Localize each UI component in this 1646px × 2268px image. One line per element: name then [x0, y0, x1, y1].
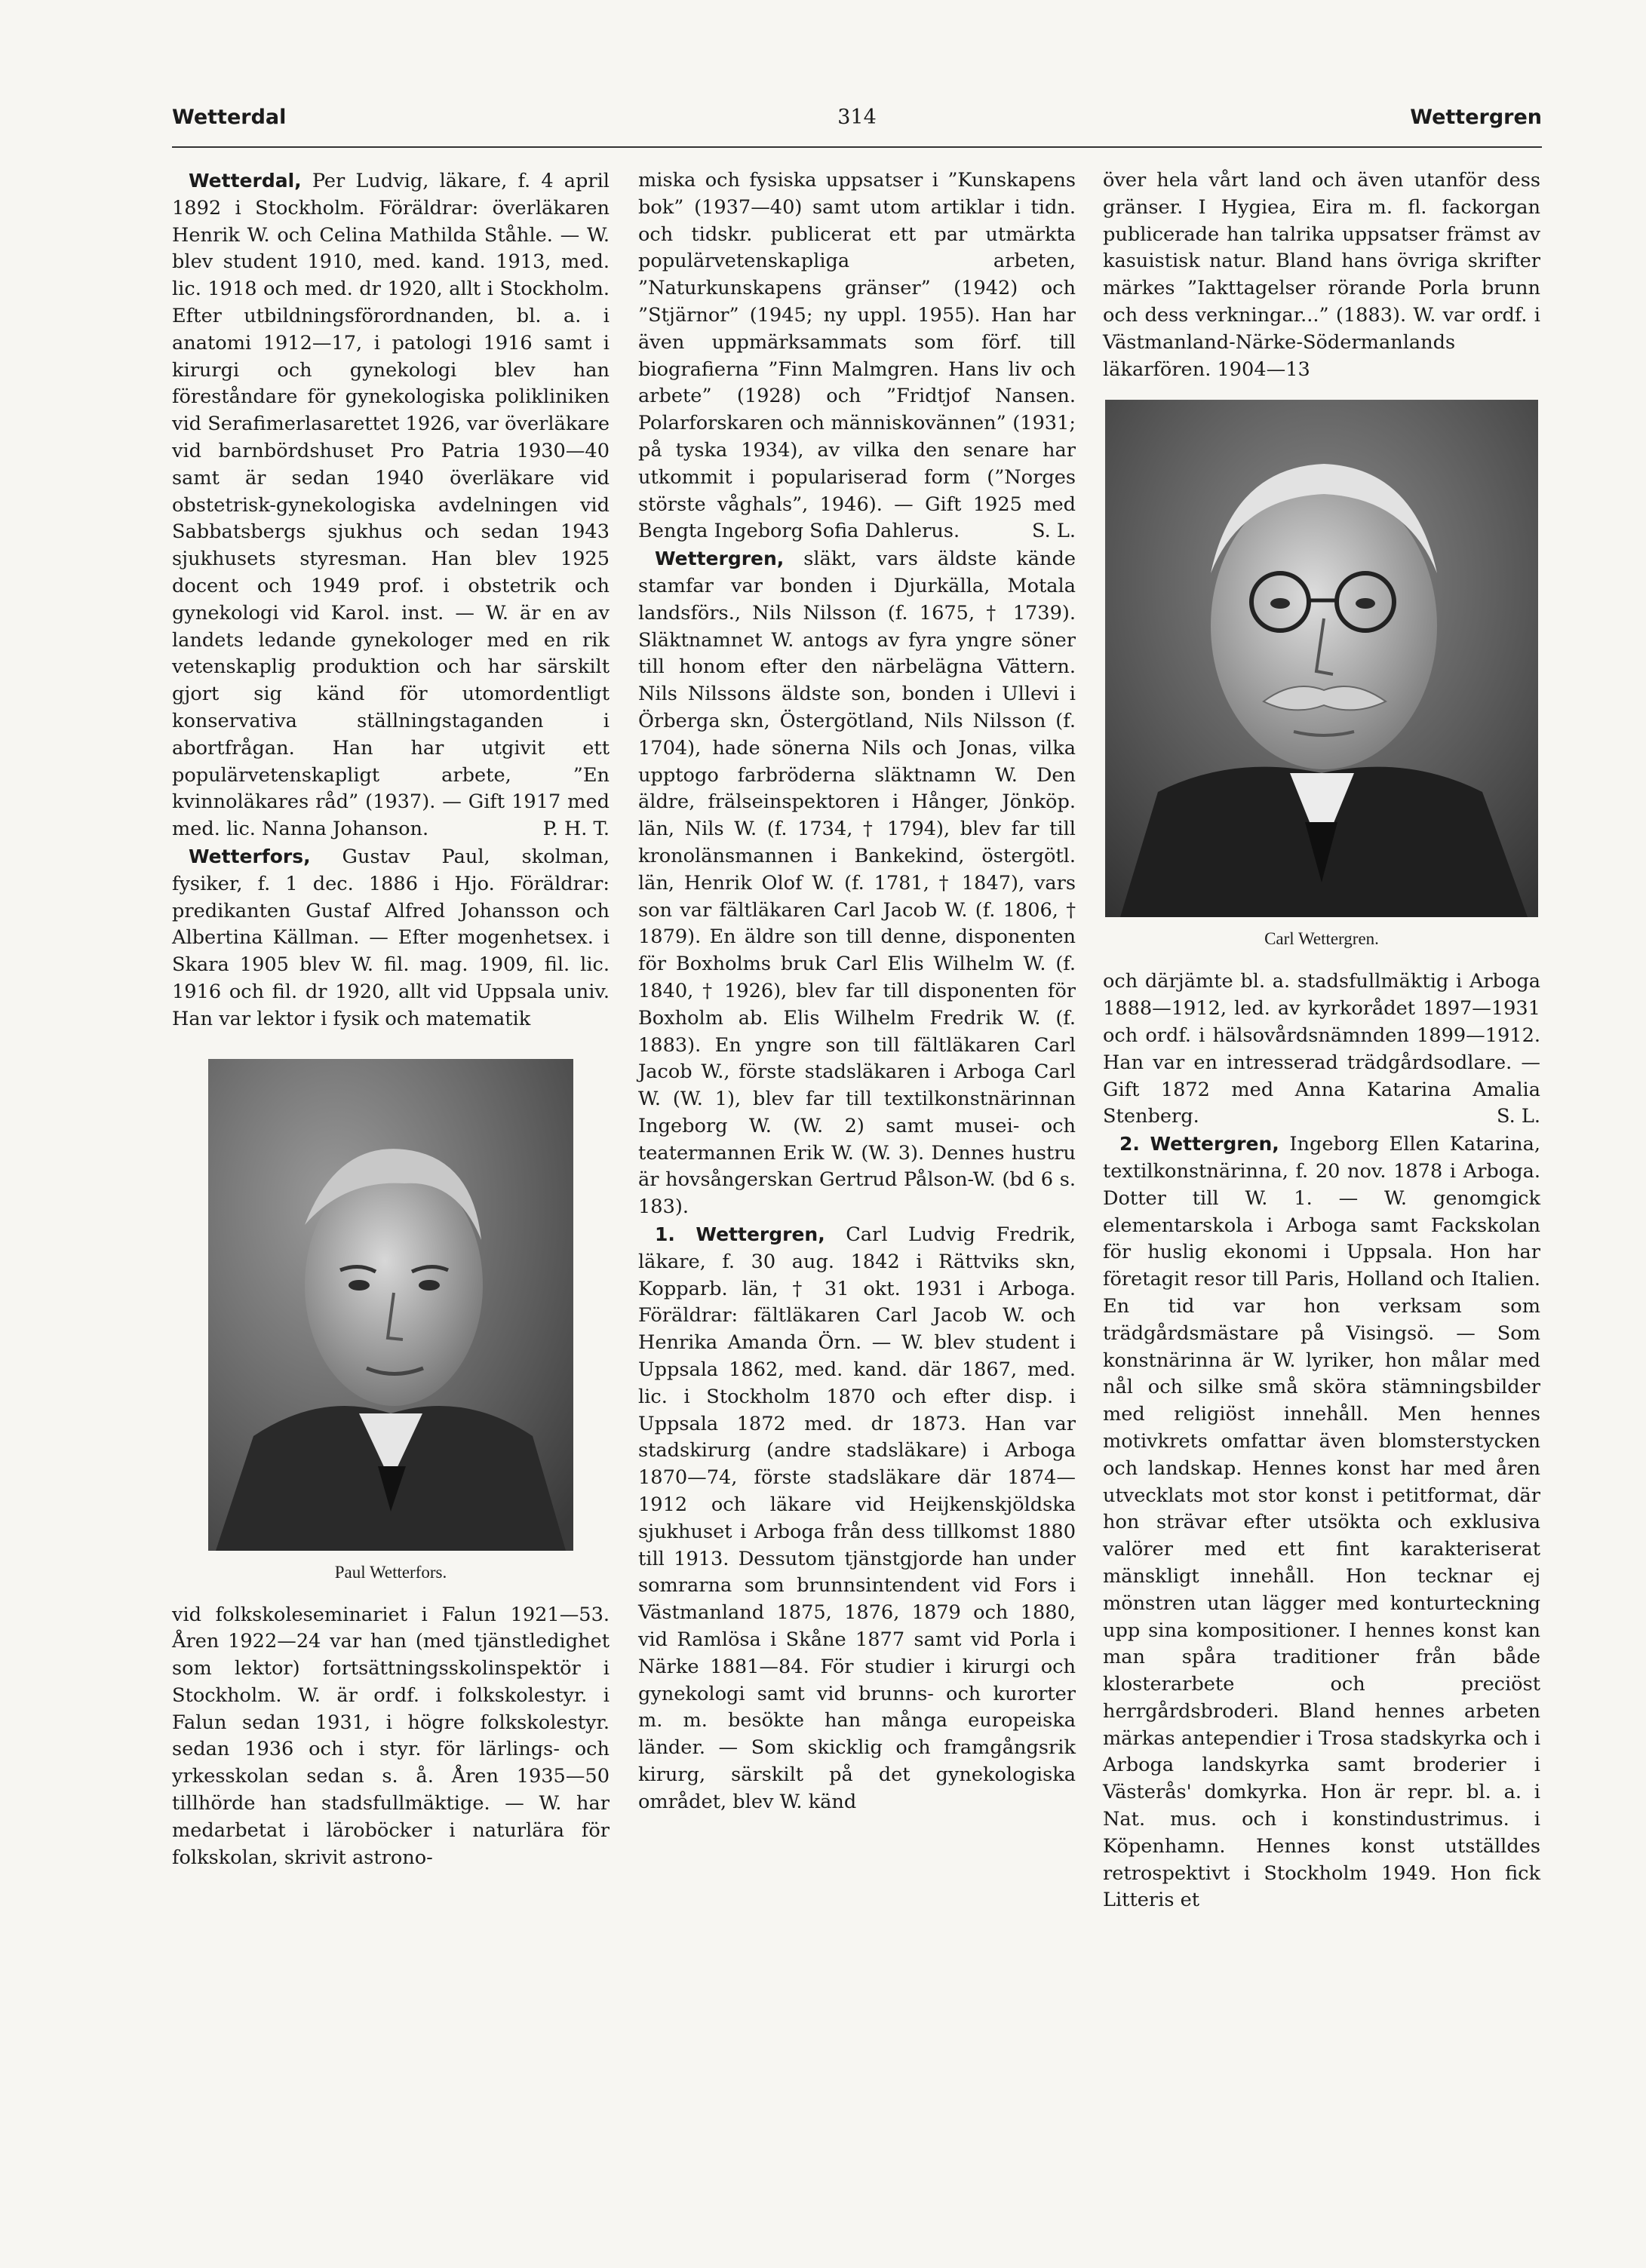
- column-3: [1103, 167, 1540, 1914]
- entry-wettergren-carl-continued: över hela vårt land och även utanför dess gränser. I Hygiea, Eira m. fl. fackorgan publicerade han talrika uppsatser främst av kasuistisk natur. Bland hans övriga skrifter märkes ”Iakttagelser rörande Porla brunn och dess verkningar...” (1883). W. var ordf. i Västmanland-Närke-Södermanlands läkarfören. 1904—13: [1103, 169, 1540, 381]
- entry-wetterfors: [172, 843, 610, 1033]
- running-head-left: Wetterdal: [172, 106, 287, 129]
- entry-wetterfors-continued: vid folkskoleseminariet i Falun 1921—53. Åren 1922—24 var han (med tjänstledighet som lektor) fortsättningsskolinspektör i Stockholm. W. är ordf. i folkskolestyr. i Falun sedan 1931, i högre folkskolestyr. sedan 1936 och i styr. för lärlings- och yrkesskolan sedan s. å. Åren 1935—50 tillhörde han stadsfullmäktige. — W. har medarbetat i läroböcker i naturlära för folkskolan, skrivit astrono-: [172, 1603, 610, 1869]
- photo-caption: Paul Wetterfors.: [334, 1562, 447, 1582]
- header-rule: [172, 146, 1542, 148]
- signature: P. H. T.: [542, 818, 610, 841]
- entry-wettergren-ingeborg-text: Ingeborg Ellen Katarina, textilkonstnärinna, f. 20 nov. 1878 i Arboga. Dotter till W. 1. — W. genomgick elementarskola i Arboga samt Fackskolan för huslig ekonomi i Uppsala. Hon har företagit resor till Paris, Holland och Italien. En tid var hon verksam som trädgårdsmästare på Visingsö. — Som konstnärinna är W. lyriker, hon målar med nål och silke små sköra stämningsbilder med religiöst innehåll. Men hennes motivkrets omfattar även blomsterstycken och landskap. Hennes konst har med åren utvecklats mot stor konst i petitformat, där hon strävar efter utsökta och exklusiva valörer med ett fint karakteriserat mänskligt innehåll. Hon tecknar ej mönstren utan lägger med konturteckning upp sina kompositioner. I hennes konst kan man spåra traditioner från både klosterarbete och preciöst herrgårdsbroderi. Bland hennes arbeten märkas antependier i Trosa stadskyrka och i Arboga landskyrka samt broderier i Västerås' domkyrka. Hon är repr. bl. a. i Nat. mus. och i konstindustrimus. i Köpenhamn. Hennes konst utställdes retrospektivt i Stockholm 1949. Hon fick Litteris et: [1103, 1133, 1540, 1912]
- entry-wettergren-carl: [638, 1221, 1076, 1816]
- page-header: [172, 106, 1542, 143]
- column-2: [638, 167, 1076, 1816]
- entry-wetterfors-end: [638, 167, 1076, 545]
- signature: S. L.: [1496, 1105, 1540, 1128]
- entry-wetterfors-text: Gustav Paul, skolman, fysiker, f. 1 dec. 1886 i Hjo. Föräldrar: predikanten Gustaf Alfred Johansson och Albertina Källman. — Efter mogenhetsex. i Skara 1905 blev W. fil. mag. 1909, fil. lic. 1916 och fil. dr 1920, allt vid Uppsala univ. Han var lektor i fysik och matematik: [172, 845, 610, 1030]
- headword-wettergren-carl: Wettergren,: [696, 1223, 825, 1246]
- entry-wetterdal-text: Per Ludvig, läkare, f. 4 april 1892 i Stockholm. Föräldrar: överläkaren Henrik W. och Celina Mathilda Ståhle. — W. blev student 1910, med. kand. 1913, med. lic. 1918 och med. dr 1920, allt i Stockholm. Efter utbildningsförordnanden, bl. a. i anatomi 1912—17, i patologi 1916 samt i kirurgi och gynekologi blev han föreståndare för gynekologiska polikliniken vid Serafimerlasarettet 1926, var överläkare vid barnbördshuset Pro Patria 1930—40 samt är sedan 1940 överläkare vid obstetrisk-gynekologiska avdelningen vid Sabbatsbergs sjukhus och sedan 1943 sjukhusets styresman. Han blev 1925 docent och 1949 prof. i obstetrik och gynekologi vid Karol. inst. — W. är en av landets ledande gynekologer med en rik vetenskaplig produktion och har särskilt gjort sig känd för utomordentligt konservativa ställningstaganden i abortfrågan. Han har utgivit ett populärvetenskapligt arbete, ”En kvinnoläkares råd” (1937). — Gift 1917 med med. lic. Nanna Johanson.: [172, 170, 610, 841]
- entry-number: 2.: [1119, 1133, 1140, 1155]
- entry-wettergren-carl-text: Carl Ludvig Fredrik, läkare, f. 30 aug. 1842 i Rättviks skn, Kopparb. län, † 31 okt. 1931 i Arboga. Föräldrar: fältläkaren Carl Jacob W. och Henrika Amanda Örn. — W. blev student i Uppsala 1862, med. kand. där 1867, med. lic. i Stockholm 1870 och efter disp. i Uppsala 1872 med. dr 1873. Han var stadskirurg (andre stadsläkare) i Arboga 1870—74, förste stadsläkare där 1874—1912 och läkare vid Heijkenskjöldska sjukhuset i Arboga från dess tillkomst 1880 till 1913. Dessutom tjänstgjorde han under somrarna som brunnsintendent vid Fors i Västmanland 1875, 1876, 1879 och 1880, vid Ramlösa i Skåne 1877 samt vid Porla i Närke 1881—84. För studier i kirurgi och gynekologi samt vid brunns- och kurorter m. m. besökte han många europeiska länder. — Som skicklig och framgångsrik kirurg, särskilt på det gynekologiska området, blev W. känd: [638, 1223, 1076, 1813]
- running-head-right: Wettergren: [1410, 106, 1542, 129]
- signature: S. L.: [1031, 520, 1076, 543]
- headword-wetterfors: Wetterfors,: [189, 845, 311, 867]
- entry-wetterfors-end-text: miska och fysiska uppsatser i ”Kunskapens bok” (1937—40) samt utom artiklar i tidn. och tidskr. publicerat ett par utmärkta populärvetenskapliga arbeten, ”Naturkunskapens gränser” (1942) och ”Stjärnor” (1945; ny uppl. 1955). Han har även uppmärksammats som förf. till biografierna ”Finn Malmgren. Hans liv och arbete” (1928) och ”Fridtjof Nansen. Polarforskaren och människovännen” (1931; på tyska 1934), av vilka den senare har utkommit i populariserad form (”Norges störste våghals”, 1946). — Gift 1925 med Bengta Ingeborg Sofia Dahlerus.: [638, 169, 1076, 543]
- entry-wettergren-carl-end: [1103, 968, 1540, 1131]
- portrait-photo: [208, 1059, 573, 1551]
- headword-wetterdal: Wetterdal,: [189, 170, 302, 192]
- entry-wetterdal: [172, 167, 610, 843]
- photo-caption: Carl Wettergren.: [1264, 929, 1379, 949]
- portrait-photo: [1105, 400, 1538, 917]
- photo-figure-wetterfors: [172, 1059, 610, 1584]
- headword-wettergren-family: Wettergren,: [655, 548, 785, 570]
- entry-wettergren-family-text: släkt, vars äldste kände stamfar var bonden i Djurkälla, Motala landsförs., Nils Nilsson (f. 1675, † 1739). Släktnamnet W. antogs av fyra yngre söner till honom efter den närbelägna Vättern. Nils Nilssons äldste son, bonden i Ullevi i Örberga skn, Östergötland, Nils Nilsson (f. 1704), hade sönerna Nils och Jonas, vilka upptogo farbröderna släktnamn W. Den äldre, frälseinspektoren i Hånger, Jönköp. län, Nils W. (f. 1734, † 1794), blev far till kronolänsmannen i Bankekind, östergötl. län, Henrik Olof W. (f. 1781, † 1847), vars son var fältläkaren Carl Jacob W. (f. 1806, † 1879). En äldre son till denne, disponenten för Boxholms bruk Carl Elis Wilhelm W. (f. 1840, † 1926), blev far till disponenten för Boxholm ab. Elis Wilhelm Fredrik W. (f. 1883). En yngre son till fältläkaren Carl Jacob W., förste stadsläkaren i Arboga Carl W. (W. 1), blev far till textilkonstnärinnan Ingeborg W. (W. 2) samt musei- och teatermannen Erik W. (W. 3). Dennes hustru är hovsångerskan Gertrud Pålson-W. (bd 6 s. 183).: [638, 548, 1076, 1219]
- entry-number: 1.: [655, 1223, 675, 1246]
- column-1: [172, 167, 610, 1871]
- page-number: 314: [837, 106, 877, 129]
- entry-wettergren-carl-end-text: och därjämte bl. a. stadsfullmäktig i Arboga 1888—1912, led. av kyrkorådet 1897—1931 och ordf. i hälsovårdsnämnden 1899—1912. Han var en intresserad trädgårdsodlare. — Gift 1872 med Anna Katarina Amalia Stenberg.: [1103, 970, 1540, 1128]
- entry-wettergren-ingeborg: [1103, 1131, 1540, 1914]
- entry-wettergren-family: [638, 545, 1076, 1221]
- photo-figure-wettergren: [1103, 400, 1540, 950]
- headword-wettergren-ingeborg: Wettergren,: [1150, 1133, 1279, 1155]
